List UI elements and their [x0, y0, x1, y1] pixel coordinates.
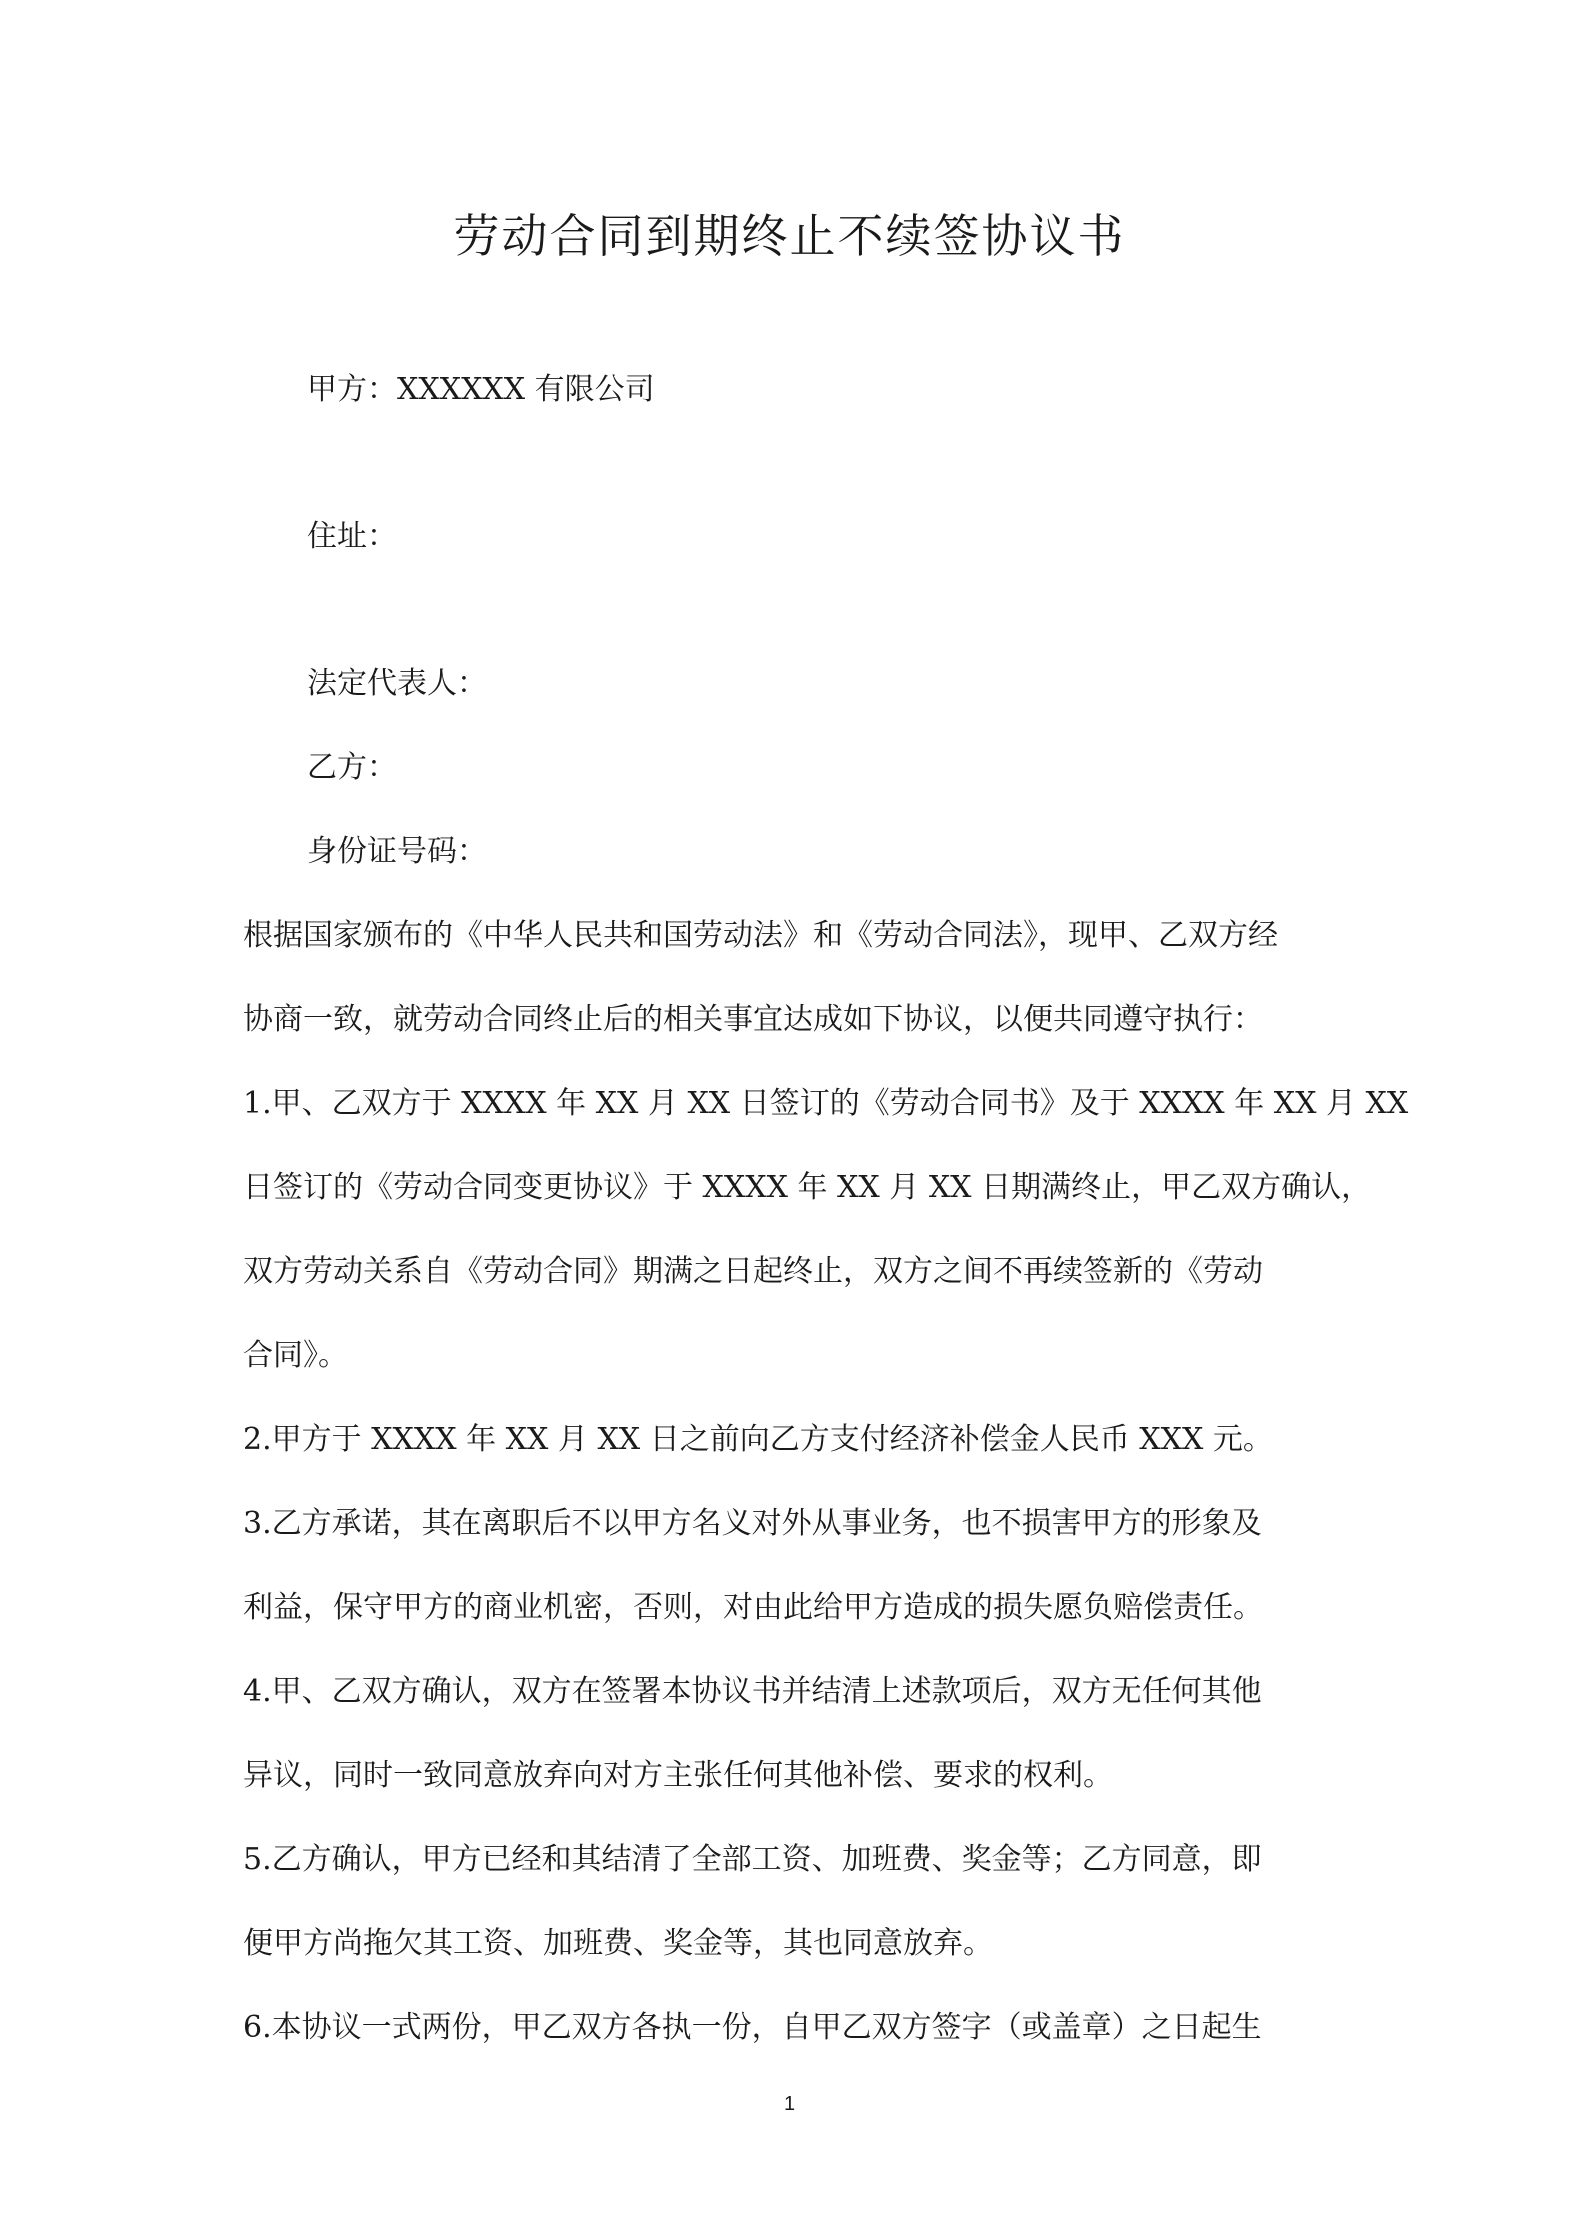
document-title: 劳动合同到期终止不续签协议书 — [453, 209, 1126, 263]
clause-3-line: 利益，保守甲方的商业机密，否则，对由此给甲方造成的损失愿负赔偿责任。 — [243, 1590, 1263, 1625]
clause-1-line: 日签订的《劳动合同变更协议》于 XXXX 年 XX 月 XX 日期满终止，甲乙双方确认， — [243, 1170, 1372, 1205]
clause-4-line: 4.甲、乙双方确认，双方在签署本协议书并结清上述款项后，双方无任何其他 — [243, 1674, 1262, 1709]
id-number-line: 身份证号码： — [307, 834, 487, 869]
clause-5-line: 便甲方尚拖欠其工资、加班费、奖金等，其也同意放弃。 — [243, 1926, 993, 1961]
legal-representative-line: 法定代表人： — [307, 666, 487, 701]
party-b-line: 乙方： — [307, 750, 397, 785]
clause-3-line: 3.乙方承诺，其在离职后不以甲方名义对外从事业务，也不损害甲方的形象及 — [243, 1506, 1262, 1541]
body-line: 协商一致，就劳动合同终止后的相关事宜达成如下协议，以便共同遵守执行： — [243, 1002, 1263, 1037]
page-number: 1 — [783, 2093, 796, 2115]
clause-1-line: 合同》。 — [243, 1338, 348, 1373]
clause-5-line: 5.乙方确认，甲方已经和其结清了全部工资、加班费、奖金等；乙方同意，即 — [243, 1842, 1262, 1877]
address-line: 住址： — [307, 519, 397, 554]
body-line: 根据国家颁布的《中华人民共和国劳动法》和《劳动合同法》，现甲、乙双方经 — [243, 918, 1278, 953]
clause-1-line: 1.甲、乙双方于 XXXX 年 XX 月 XX 日签订的《劳动合同书》及于 XXXX 年 XX 月 XX — [243, 1086, 1409, 1121]
party-a-line: 甲方：XXXXXX 有限公司 — [307, 372, 655, 407]
clause-6-line: 6.本协议一式两份，甲乙双方各执一份，自甲乙双方签字（或盖章）之日起生 — [243, 2010, 1262, 2045]
clause-1-line: 双方劳动关系自《劳动合同》期满之日起终止，双方之间不再续签新的《劳动 — [243, 1254, 1263, 1289]
clause-2-line: 2.甲方于 XXXX 年 XX 月 XX 日之前向乙方支付经济补偿金人民币 XXX 元。 — [243, 1422, 1273, 1457]
clause-4-line: 异议，同时一致同意放弃向对方主张任何其他补偿、要求的权利。 — [243, 1758, 1113, 1793]
